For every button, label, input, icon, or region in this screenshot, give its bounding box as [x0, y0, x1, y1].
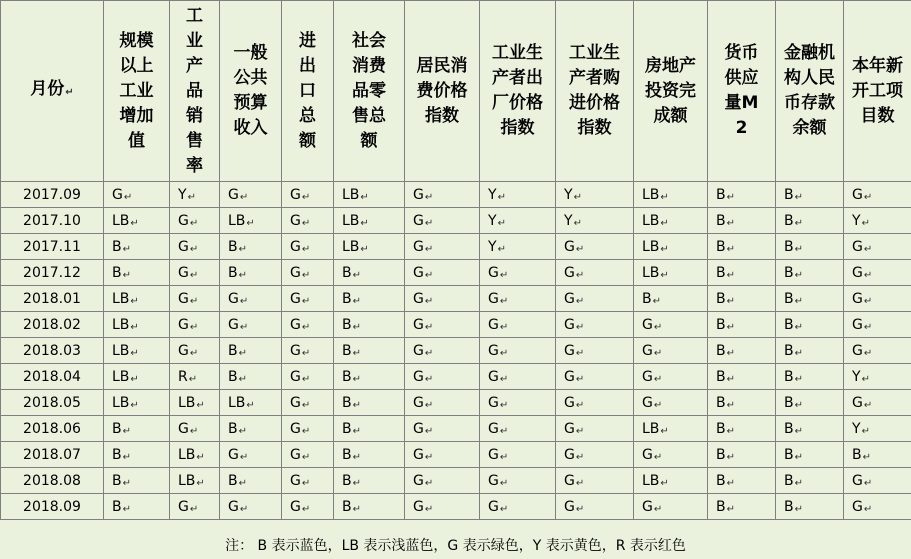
table-row: [1, 468, 911, 494]
status-cell: G↵: [405, 494, 480, 520]
status-cell: LB↵: [170, 390, 220, 416]
status-cell: G↵: [282, 260, 334, 286]
status-cell: G↵: [556, 390, 634, 416]
status-cell: B↵: [334, 260, 405, 286]
col-header-industrial-value-added: 规模以上工业增加值: [104, 1, 170, 182]
status-cell: G↵: [405, 182, 480, 208]
status-cell: G↵: [405, 260, 480, 286]
status-cell: G↵: [405, 390, 480, 416]
status-cell: B↵: [220, 416, 282, 442]
status-cell: B↵: [334, 364, 405, 390]
table-row: [1, 208, 911, 234]
status-cell: G↵: [556, 416, 634, 442]
status-cell: G↵: [170, 494, 220, 520]
status-cell: G↵: [844, 494, 911, 520]
status-cell: G↵: [405, 442, 480, 468]
col-header-ppi-input: 工业生产者购进价格指数: [556, 1, 634, 182]
status-cell: B↵: [776, 286, 844, 312]
status-cell: B↵: [220, 468, 282, 494]
status-cell: G↵: [282, 494, 334, 520]
status-cell: B↵: [776, 416, 844, 442]
row-month-cell: 2018.08: [1, 468, 104, 494]
status-cell: G↵: [480, 364, 556, 390]
status-cell: G↵: [405, 364, 480, 390]
status-cell: G↵: [634, 390, 708, 416]
col-header-product-sales-rate: 工业产品销售率: [170, 1, 220, 182]
status-cell: LB↵: [104, 390, 170, 416]
status-cell: G↵: [844, 286, 911, 312]
status-cell: G↵: [556, 260, 634, 286]
table-row: [1, 338, 911, 364]
row-month-cell: 2018.04: [1, 364, 104, 390]
status-cell: G↵: [480, 260, 556, 286]
status-cell: Y↵: [844, 208, 911, 234]
status-cell: G↵: [170, 208, 220, 234]
table-row: [1, 260, 911, 286]
status-cell: G↵: [405, 234, 480, 260]
col-header-new-projects: 本年新开工项目数: [844, 1, 911, 182]
col-header-money-supply-m2: 货币供应量M2: [708, 1, 776, 182]
table-row: [1, 234, 911, 260]
row-month-cell: 2018.06: [1, 416, 104, 442]
status-cell: Y↵: [556, 208, 634, 234]
col-header-month: 月份↵: [1, 1, 104, 182]
row-month-cell: 2017.12: [1, 260, 104, 286]
status-cell: LB↵: [634, 468, 708, 494]
color-legend-note: 注： B 表示蓝色，LB 表示浅蓝色，G 表示绿色，Y 表示黄色，R 表示红色: [225, 538, 686, 554]
status-cell: B↵: [104, 494, 170, 520]
status-cell: G↵: [480, 390, 556, 416]
status-cell: G↵: [405, 416, 480, 442]
status-cell: G↵: [282, 390, 334, 416]
status-cell: G↵: [556, 468, 634, 494]
status-cell: LB↵: [220, 390, 282, 416]
col-header-rmb-deposits: 金融机构人民币存款余额: [776, 1, 844, 182]
status-cell: B↵: [334, 416, 405, 442]
status-cell: B↵: [708, 286, 776, 312]
status-cell: G↵: [556, 286, 634, 312]
status-cell: LB↵: [170, 442, 220, 468]
status-cell: G↵: [634, 338, 708, 364]
status-cell: B↵: [776, 442, 844, 468]
status-cell: G↵: [634, 494, 708, 520]
status-cell: G↵: [282, 286, 334, 312]
status-cell: LB↵: [104, 312, 170, 338]
status-cell: B↵: [104, 260, 170, 286]
status-cell: B↵: [334, 494, 405, 520]
status-cell: G↵: [220, 286, 282, 312]
status-cell: B↵: [334, 468, 405, 494]
status-cell: B↵: [776, 182, 844, 208]
status-cell: Y↵: [844, 364, 911, 390]
table-body: [1, 182, 911, 520]
status-cell: Y↵: [480, 208, 556, 234]
row-month-cell: 2018.05: [1, 390, 104, 416]
status-cell: LB↵: [334, 182, 405, 208]
status-cell: G↵: [170, 312, 220, 338]
status-cell: B↵: [776, 390, 844, 416]
status-cell: B↵: [708, 312, 776, 338]
table-row: [1, 286, 911, 312]
status-cell: G↵: [480, 442, 556, 468]
status-cell: G↵: [170, 416, 220, 442]
status-cell: B↵: [708, 182, 776, 208]
table-row: [1, 442, 911, 468]
status-cell: G↵: [104, 182, 170, 208]
status-cell: B↵: [220, 234, 282, 260]
row-month-cell: 2017.09: [1, 182, 104, 208]
status-cell: B↵: [776, 260, 844, 286]
status-cell: B↵: [708, 494, 776, 520]
status-cell: B↵: [634, 286, 708, 312]
status-cell: Y↵: [480, 234, 556, 260]
status-cell: G↵: [220, 312, 282, 338]
status-cell: B↵: [708, 260, 776, 286]
status-cell: Y↵: [556, 182, 634, 208]
status-cell: G↵: [480, 494, 556, 520]
status-cell: B↵: [776, 338, 844, 364]
status-cell: G↵: [282, 208, 334, 234]
row-month-cell: 2017.10: [1, 208, 104, 234]
status-cell: G↵: [220, 494, 282, 520]
status-cell: B↵: [334, 312, 405, 338]
col-header-cpi: 居民消费价格指数: [405, 1, 480, 182]
status-cell: G↵: [556, 364, 634, 390]
status-cell: G↵: [844, 390, 911, 416]
status-cell: G↵: [844, 260, 911, 286]
status-cell: G↵: [480, 338, 556, 364]
status-cell: LB↵: [634, 416, 708, 442]
status-cell: G↵: [170, 234, 220, 260]
status-cell: G↵: [282, 468, 334, 494]
status-cell: LB↵: [634, 260, 708, 286]
status-cell: B↵: [776, 208, 844, 234]
row-month-cell: 2018.03: [1, 338, 104, 364]
status-cell: G↵: [844, 468, 911, 494]
row-month-cell: 2018.02: [1, 312, 104, 338]
status-cell: G↵: [480, 286, 556, 312]
status-cell: B↵: [220, 338, 282, 364]
row-month-cell: 2018.01: [1, 286, 104, 312]
status-cell: G↵: [634, 442, 708, 468]
status-cell: G↵: [405, 338, 480, 364]
status-cell: B↵: [708, 234, 776, 260]
status-cell: G↵: [170, 286, 220, 312]
status-cell: B↵: [334, 338, 405, 364]
status-cell: LB↵: [104, 364, 170, 390]
status-cell: G↵: [282, 234, 334, 260]
status-cell: G↵: [480, 416, 556, 442]
status-cell: LB↵: [634, 208, 708, 234]
status-cell: LB↵: [634, 182, 708, 208]
header-row: [1, 1, 911, 182]
status-cell: B↵: [776, 234, 844, 260]
status-cell: G↵: [556, 494, 634, 520]
status-cell: B↵: [776, 364, 844, 390]
status-cell: LB↵: [104, 338, 170, 364]
status-cell: G↵: [405, 286, 480, 312]
status-cell: R↵: [170, 364, 220, 390]
status-cell: G↵: [405, 208, 480, 234]
status-cell: B↵: [334, 390, 405, 416]
status-cell: G↵: [282, 338, 334, 364]
status-cell: G↵: [556, 312, 634, 338]
status-cell: B↵: [334, 442, 405, 468]
status-cell: Y↵: [844, 416, 911, 442]
status-cell: G↵: [844, 312, 911, 338]
status-cell: B↵: [220, 260, 282, 286]
row-month-cell: 2018.07: [1, 442, 104, 468]
status-cell: G↵: [220, 182, 282, 208]
status-cell: B↵: [844, 442, 911, 468]
status-cell: G↵: [634, 364, 708, 390]
status-cell: G↵: [844, 234, 911, 260]
col-header-import-export: 进出口总额: [282, 1, 334, 182]
status-cell: G↵: [480, 312, 556, 338]
status-cell: G↵: [844, 338, 911, 364]
status-cell: B↵: [334, 286, 405, 312]
status-cell: B↵: [104, 234, 170, 260]
status-cell: B↵: [708, 338, 776, 364]
status-cell: B↵: [104, 468, 170, 494]
status-cell: B↵: [708, 364, 776, 390]
status-cell: LB↵: [634, 234, 708, 260]
status-cell: B↵: [708, 208, 776, 234]
status-cell: G↵: [556, 338, 634, 364]
status-cell: G↵: [282, 416, 334, 442]
status-cell: G↵: [282, 312, 334, 338]
status-cell: B↵: [708, 442, 776, 468]
col-header-retail-sales: 社会消费品零售总额: [334, 1, 405, 182]
row-month-cell: 2018.09: [1, 494, 104, 520]
status-cell: LB↵: [334, 208, 405, 234]
status-cell: B↵: [776, 468, 844, 494]
status-cell: G↵: [282, 442, 334, 468]
status-cell: LB↵: [104, 208, 170, 234]
table-row: [1, 494, 911, 520]
table-row: [1, 182, 911, 208]
status-cell: LB↵: [334, 234, 405, 260]
status-cell: LB↵: [220, 208, 282, 234]
table-row: [1, 312, 911, 338]
col-header-public-budget-revenue: 一般公共预算收入: [220, 1, 282, 182]
status-cell: G↵: [480, 468, 556, 494]
col-header-real-estate-investment: 房地产投资完成额: [634, 1, 708, 182]
col-header-ppi-output: 工业生产者出厂价格指数: [480, 1, 556, 182]
table-row: [1, 416, 911, 442]
status-cell: Y↵: [480, 182, 556, 208]
row-month-cell: 2017.11: [1, 234, 104, 260]
status-cell: B↵: [776, 312, 844, 338]
status-cell: B↵: [708, 390, 776, 416]
status-cell: G↵: [405, 312, 480, 338]
status-cell: B↵: [776, 494, 844, 520]
status-cell: B↵: [104, 416, 170, 442]
status-cell: G↵: [170, 338, 220, 364]
status-cell: G↵: [282, 364, 334, 390]
status-cell: LB↵: [104, 286, 170, 312]
status-cell: G↵: [405, 468, 480, 494]
status-cell: G↵: [634, 312, 708, 338]
status-cell: B↵: [220, 364, 282, 390]
status-cell: B↵: [104, 442, 170, 468]
table-row: [1, 364, 911, 390]
status-cell: Y↵: [170, 182, 220, 208]
status-cell: G↵: [220, 442, 282, 468]
status-cell: G↵: [844, 182, 911, 208]
status-cell: B↵: [708, 468, 776, 494]
status-cell: G↵: [556, 442, 634, 468]
status-cell: G↵: [556, 234, 634, 260]
table-row: [1, 390, 911, 416]
status-cell: LB↵: [170, 468, 220, 494]
status-cell: G↵: [170, 260, 220, 286]
status-cell: B↵: [708, 416, 776, 442]
status-cell: G↵: [282, 182, 334, 208]
